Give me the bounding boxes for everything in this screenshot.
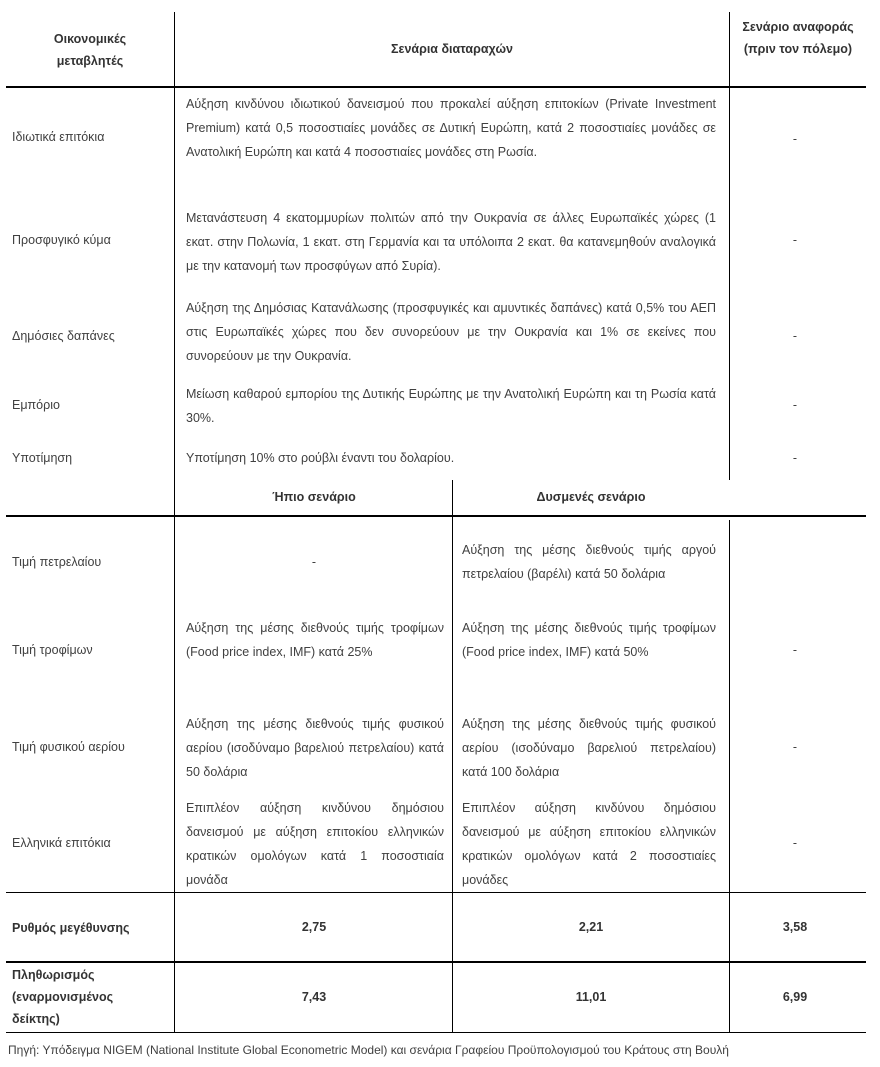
col-divider-2b bbox=[729, 520, 730, 1032]
row-ref: - bbox=[792, 451, 798, 465]
row-desc: Αύξηση κινδύνου ιδιωτικού δανεισμού που προκαλεί αύξηση επιτοκίων (Private Investment Premium) κατά 0,5 ποσοστιαίες μονάδες σε Δυτική Ευρώπη, κατά 2 ποσοστιαίες μονάδες σε Ανατολική Ευρώπη και κατά 4 ποσοστιαίες μονάδες στη Ρωσία. bbox=[186, 97, 716, 159]
row-label: Προσφυγικό κύμα bbox=[12, 233, 111, 247]
results-mid-rule bbox=[6, 961, 866, 963]
row-ref: - bbox=[792, 329, 798, 343]
header-rule bbox=[6, 86, 866, 88]
row-mild: - bbox=[311, 555, 317, 569]
row-desc: Αύξηση της Δημόσιας Κατανάλωσης (προσφυγικές και αμυντικές δαπάνες) κατά 0,5% του ΑΕΠ στις Ευρωπαϊκές χώρες που δεν συνορεύουν με την Ουκρανία και 1% σε εκείνες που συνορεύουν με την Ουκρανία. bbox=[186, 301, 716, 363]
result-inflation-mild: 7,43 bbox=[301, 990, 327, 1004]
row-label: Τιμή φυσικού αερίου bbox=[12, 740, 125, 754]
row-label: Υποτίμηση bbox=[12, 451, 73, 465]
row-adverse: Αύξηση της μέσης διεθνούς τιμής τροφίμων (Food price index, IMF) κατά 50% bbox=[462, 621, 716, 659]
row-ref: - bbox=[792, 132, 798, 146]
row-ref: - bbox=[792, 740, 798, 754]
result-growth-ref: 3,58 bbox=[782, 920, 808, 934]
subheader-mild: Ήπιο σενάριο bbox=[272, 490, 356, 504]
row-ref: - bbox=[792, 643, 798, 657]
col-divider-1 bbox=[174, 12, 175, 1032]
row-mild: Επιπλέον αύξηση κινδύνου δημόσιου δανεισμού με αύξηση επιτοκίου ελληνικών κρατικών ομολόγων κατά 1 ποσοστιαία μονάδα bbox=[186, 801, 444, 887]
bottom-rule bbox=[6, 1032, 866, 1033]
row-desc: Μείωση καθαρού εμπορίου της Δυτικής Ευρώπης με την Ανατολική Ευρώπη και τη Ρωσία κατά 30%. bbox=[186, 387, 716, 425]
row-adverse: Αύξηση της μέσης διεθνούς τιμής φυσικού αερίου (ισοδύναμο βαρελιού πετρελαίου) κατά 100 δολάρια bbox=[462, 717, 716, 779]
header-variables: Οικονομικές μεταβλητές bbox=[53, 32, 127, 68]
row-desc: Μετανάστευση 4 εκατομμυρίων πολιτών από την Ουκρανία σε άλλες Ευρωπαϊκές χώρες (1 εκατ. στην Πολωνία, 1 εκατ. στη Γερμανία και τα υπόλοιπα 2 εκατ. θα κατανεμηθούν αναλογικά με την κατανομή των προσφύγων από Συρία). bbox=[186, 211, 716, 273]
result-label-growth: Ρυθμός μεγέθυνσης bbox=[12, 921, 130, 935]
row-label: Εμπόριο bbox=[12, 398, 60, 412]
row-desc: Υποτίμηση 10% στο ρούβλι έναντι του δολαρίου. bbox=[186, 451, 455, 465]
result-inflation-adverse: 11,01 bbox=[575, 990, 607, 1004]
col-divider-mid bbox=[452, 480, 453, 1032]
result-growth-mild: 2,75 bbox=[301, 920, 327, 934]
results-rule bbox=[6, 892, 866, 893]
subheader-adverse: Δυσμενές σενάριο bbox=[536, 490, 646, 504]
header-scenarios: Σενάρια διαταραχών bbox=[391, 42, 513, 56]
row-label: Ιδιωτικά επιτόκια bbox=[12, 130, 105, 144]
row-label: Τιμή τροφίμων bbox=[12, 643, 93, 657]
row-label: Δημόσιες δαπάνες bbox=[12, 329, 115, 343]
row-label: Τιμή πετρελαίου bbox=[12, 555, 102, 569]
source-note: Πηγή: Υπόδειγμα NIGEM (National Institute Global Econometric Model) και σενάρια Γραφείου Προϋπολογισμού του Κράτους στη Βουλή bbox=[8, 1043, 729, 1057]
row-ref: - bbox=[792, 233, 798, 247]
result-growth-adverse: 2,21 bbox=[578, 920, 604, 934]
row-mild: Αύξηση της μέσης διεθνούς τιμής φυσικού αερίου (ισοδύναμο βαρελιού πετρελαίου) κατά 50 δολάρια bbox=[186, 717, 444, 779]
result-inflation-ref: 6,99 bbox=[782, 990, 808, 1004]
row-mild: Αύξηση της μέσης διεθνούς τιμής τροφίμων (Food price index, IMF) κατά 25% bbox=[186, 621, 444, 659]
row-ref: - bbox=[792, 398, 798, 412]
row-adverse: Αύξηση της μέσης διεθνούς τιμής αργού πετρελαίου (βαρέλι) κατά 50 δολάρια bbox=[462, 543, 716, 581]
row-label: Ελληνικά επιτόκια bbox=[12, 836, 111, 850]
result-label-inflation: Πληθωρισμός (εναρμονισμένος δείκτης) bbox=[12, 968, 114, 1026]
subheader-rule bbox=[6, 515, 866, 517]
row-ref: - bbox=[792, 836, 798, 850]
header-reference: Σενάριο αναφοράς (πριν τον πόλεμο) bbox=[742, 20, 854, 56]
row-adverse: Επιπλέον αύξηση κινδύνου δημόσιου δανεισμού με αύξηση επιτοκίου ελληνικών κρατικών ομολόγων κατά 2 ποσοστιαίες μονάδες bbox=[462, 801, 716, 887]
